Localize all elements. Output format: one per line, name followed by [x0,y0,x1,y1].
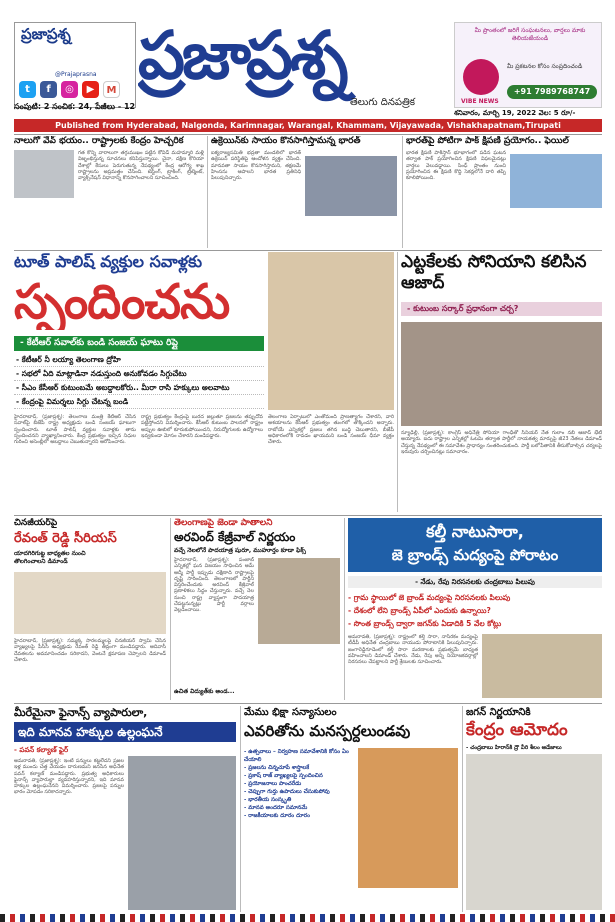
facebook-icon[interactable]: f [40,81,57,98]
story-revanth [14,518,166,700]
lead-bullet: - కేటీఆర్ నీ లయ్యా తెలంగాణ ద్రోహి [14,355,264,367]
kejriwal-footer: ఉచిత విద్యుత్‌కు అండ... [174,688,235,695]
story-jagan [466,706,602,912]
logo-box [14,22,136,108]
story-ukraine [211,136,399,248]
kejriwal-subhead: వచ్చే నెలలోనే పాదయాత్ర షురూ, ముహూర్తం కూడా ఫిక్స్ [174,547,306,554]
story-body: గత కొన్ని వారాలుగా తగ్గుముఖం పట్టిన కోవిడ్ మహమ్మారి మళ్లీ విజృంభిస్తున్న సూచనలు కనిపిస్తున్నాయి. చైనా, దక్షిణ కొరియా దేశాల్లో కేసులు పెరుగుతున్న నేపథ్యంలో కేంద్ర ఆరోగ్య శాఖ రాష్ట్రాలను అప్రమత్తం చేసింది. టెస్టింగ్, ట్రాకింగ్, ట్రీట్మెంట్, వ్యాక్సినేషన్ విధానాన్ని కొనసాగించాలని సూచించింది. [78,150,204,182]
pawan-headline: ఇది మానవ హక్కుల ఉల్లంఘనే [14,722,236,742]
vibe-logo-icon [463,59,499,95]
story-headline: ఉక్రెయిన్‌కు సాయం కొనసాగిస్తామన్న భారత్ [211,136,361,146]
tagline: తెలుగు దినపత్రిక [350,97,416,108]
story-headline: భారత్‌పై పోటీగా పాక్ క్షిపణి ప్రయోగం.. ఫెయిల్ [406,136,569,146]
pawan-body: అమరావతి, (ప్రజాప్రశ్న): ఇంటి పన్నులు కట్టలేదని ప్రజల ఇళ్ల ముందు చెత్త వేయడం దారుణమని జనసేన అధినేత పవన్ కల్యాణ్ మండిపడ్డారు. ప్రభుత్వ అధికారులు ఫైనాన్స్ వ్యాపారుల్లా వ్యవహరిస్తున్నారని, ఇది మానవ హక్కుల ఉల్లంఘనేనని విమర్శించారు. ప్రజలపై పన్నుల భారం మోపడం సరికాదన్నారు. [14,758,124,796]
revanth-headline: రేవంత్ రెడ్డి సీరియస్ [14,531,117,546]
liquor-bullet: - సొంత బ్రాండ్స్ ద్వారా జగన్‌కు ఏడాదికి 5 వేల కోట్లు [348,619,502,628]
story-photo [14,150,74,198]
revanth-body: హైదరాబాద్, (ప్రజాప్రశ్న): సమ్మక్క సారలమ్మలపై చినజీయర్ స్వామి చేసిన వ్యాఖ్యలపై పీసీసీ అధ్యక్షుడు రేవంత్ రెడ్డి తీవ్రంగా మండిపడ్డారు. ఆదివాసీ దేవతలను అవమానించడం సరికాదని, వెంటనే క్షమాపణ చెప్పాలని డిమాండ్ చేశారు. [14,638,166,663]
kejriwal-headline: అరవింద్ కేజ్రీవాల్ నిర్ణయం [174,530,296,544]
sanyasi-bullet: - ప్రయోజనాలు పాంచరేడు [244,781,302,787]
ad-text-2: మీ ప్రకటనల కోసం సంప్రదించండి [507,63,583,70]
liquor-headline-1: కల్తీ నాటుసారా, [426,522,524,541]
liquor-subhead: - నేడు, రేపు నిరసనలకు చంద్రబాబు పిలుపు [348,576,602,588]
sonia-photo [401,322,602,426]
lead-bullet: - కేంద్రంపై విమర్శలు సిగ్గు చేటన్న బండి [14,397,264,409]
lead-bullet: - సీఎం కేసీఆర్ కుటుంబమే అబద్దాలకోరు.. మీరా రాసి హక్కులు అలవాటు [14,383,264,395]
sanyasi-photo [358,748,458,888]
page-title: ప్రజాప్రశ్న [138,17,346,94]
story-photo [305,156,397,216]
sanyasi-bullet: - చెప్పుగా గుర్తు ఉపాదులు చేసుకుపోవు [244,789,330,795]
sanyasi-bullet: - ప్రజలను చిన్నచూపే శాస్త్రాలకే [244,765,310,771]
story-sanyasi [244,706,458,912]
jagan-photo [466,754,602,910]
sanyasi-kicker: మేము భిక్షా సన్యాసులం [244,707,337,718]
jagan-headline: కేంద్రం ఆమోదం [466,720,568,740]
instagram-icon[interactable]: ◎ [61,81,78,98]
liquor-header [348,518,602,572]
print-registration-marks [0,914,615,922]
sonia-headline: ఎట్టకేలకు సోనియాని కలిసిన ఆజాద్ [401,252,587,293]
gmail-icon[interactable]: M [103,81,120,98]
sanyasi-bullet: - ప్రకాష్ రాజ్ వ్యాఖ్యలపై స్పందించిన [244,773,323,779]
liquor-bullet: - దేశంలో లేని బ్రాండ్స్ ఏపీలో ఎందుకు ఉన్నాయి? [348,606,491,615]
lead-body: రాష్ట్ర ప్రభుత్వం కేంద్రంపై బురద జల్లుతూ ప్రజలను తప్పుదోవ పట్టిస్తోందని విమర్శించారు. కేసీఆర్ కుటుంబ పాలనలో రాష్ట్రం అప్పుల ఊబిలో కూరుకుపోయిందని, నిరుద్యోగులకు ఉద్యోగాలు ఇవ్వకుండా మోసం చేశారని మండిపడ్డారు. [141,414,263,439]
story-body: ఐక్యరాజ్యసమితి భద్రతా మండలిలో భారత్ ఉక్రెయిన్ పరిస్థితిపై ఆందోళన వ్యక్తం చేసింది. మానవతా సాయం కొనసాగిస్తామని, తక్షణమే హింసను ఆపాలని భారత ప్రతినిధి పిలుపునిచ్చారు. [211,150,301,182]
published-from-bar: Published from Hyderabad, Nalgonda, Karimnagar, Warangal, Khammam, Vijayawada, Vishakhapatnam,Tirupati [14,119,602,132]
youtube-icon[interactable]: ▶ [82,81,99,98]
sanyasi-bullet: - ఉత్సవాలు – నిర్వహణ సమావేశానికి కోసం ఏం చేయాలి [244,749,349,763]
pawan-photo [128,756,236,910]
revanth-kicker: చినజీయర్‌పై [14,518,58,528]
revanth-subhead: యాదగిరిగుట్ట బాధ్యతల నుంచి తొలగించాలని డిమాండ్ [14,550,86,565]
lead-subhead: - కేటీఆర్ సవాల్‌కు బండి సంజయ్ ఘాటు రిప్లై [14,336,264,351]
ad-text-1: మీ ప్రాంతంలో జరిగే సంఘటనలు, వార్తలు మాకు తెలియజేయండి [474,27,586,42]
story-liquor [348,518,602,700]
sonia-subhead: - కుటుంబ సర్కార్ ప్రధానంగా చర్చ? [401,302,602,316]
pawan-byline: - పవన్ కల్యాణ్ ఫైర్ [14,746,69,754]
revanth-photo [14,572,166,634]
lead-kicker: టూత్ పాలిష్ వ్యక్తుల సవాళ్లకు [14,252,202,271]
liquor-photo [482,634,602,698]
sanyasi-bullets [244,748,354,910]
sanyasi-bullet: - భారతీయ సంస్కృతి [244,797,292,803]
story-pak-missile [406,136,602,248]
logo-name: ప్రజాప్రశ్న [21,25,71,43]
jagan-subhead: - చంద్రబాబు హిరాన్‌కి ద్రౌ వీరి శీలం ఆడేజాలు [466,745,562,751]
sanyasi-bullet: - రాజకీయాలకు దూరం దూరం [244,813,310,819]
social-handle: @Prajaprasna [55,71,97,78]
twitter-icon[interactable]: t [19,81,36,98]
pawan-kicker: మీరేమైనా ఫైనాన్స్ వ్యాపారులా, [14,706,148,719]
story-headline: నాలుగో వేవ్ భయం.. రాష్ట్రాలకు కేంద్రం హెచ్చరిక [14,136,184,146]
story-covid [14,136,204,248]
story-pawan [14,706,236,912]
liquor-body: అమరావతి, (ప్రజాప్రశ్న): రాష్ట్రంలో కల్తీ సారా, నాసిరకం మద్యంపై టీడీపీ అధినేత చంద్రబాబు నాయుడు పోరాటానికి పిలుపునిచ్చారు. జంగారెడ్డిగూడెంలో కల్తీ సారా మరణాలకు ప్రభుత్వమే బాధ్యత వహించాలని డిమాండ్ చేశారు. నేడు, రేపు అన్ని నియోజకవర్గాల్లో నిరసనలు చేపట్టాలని పార్టీ శ్రేణులకు సూచించారు. [348,634,478,666]
kejriwal-body: హైదరాబాద్, (ప్రజాప్రశ్న): పంజాబ్ ఎన్నికల్లో ఘన విజయం సాధించిన ఆమ్ ఆద్మీ పార్టీ ఇప్పుడు దక్షిణాది రాష్ట్రాలపై దృష్టి సారించింది. తెలంగాణలో పార్టీని విస్తరించేందుకు అరవింద్ కేజ్రీవాల్ ప్రణాళికలు సిద్ధం చేస్తున్నారు. వచ్చే నెల నుంచి రాష్ట్ర వ్యాప్తంగా పాదయాత్ర చేపట్టనున్నట్లు పార్టీ వర్గాలు వెల్లడించాయి. [174,557,254,614]
masthead [0,0,615,118]
lead-photo [268,252,394,410]
sonia-body: న్యూఢిల్లీ, (ప్రజాప్రశ్న): కాంగ్రెస్ అధినేత్రి సోనియా గాంధీతో సీనియర్ నేత గులాం నబీ ఆజాద్ భేటీ అయ్యారు. ఐదు రాష్ట్రాల ఎన్నికల్లో ఓటమి తర్వాత పార్టీలో నాయకత్వ మార్పుపై జీ23 నేతలు డిమాండ్ చేస్తున్న నేపథ్యంలో ఈ సమావేశం ప్రాధాన్యం సంతరించుకుంది. పార్టీ బలోపేతానికి తీసుకోవాల్సిన చర్యలపై ఇరువురు చర్చించినట్లు సమాచారం. [401,430,602,455]
ad-box[interactable] [454,22,602,108]
kejriwal-photo [258,558,340,644]
sanyasi-bullet: - మానవ అందరూ సమానమే [244,805,308,811]
lead-body: హైదరాబాద్, (ప్రజాప్రశ్న): తెలంగాణ మంత్రి కేటీఆర్ చేసిన సవాల్‌పై బీజేపీ రాష్ట్ర అధ్యక్షుడు బండి సంజయ్ ఘాటుగా స్పందించారు. టూత్ పాలిష్ వ్యక్తుల సవాళ్లకు తాను స్పందించనని వ్యాఖ్యానించారు. కేంద్ర ప్రభుత్వం ఇచ్చిన నిధుల గురించి అసెంబ్లీలో అబద్దాలు చెబుతున్నారని ఆరోపించారు. [14,414,136,446]
ad-brand: VIBE NEWS [461,98,499,105]
liquor-bullet: - గ్రామ స్థాయిలో జె బ్రాండ్ మద్యంపై నిరసనలకు పిలుపు [348,593,511,602]
lead-story [14,252,394,512]
lead-bullet: - సభలో ఏది మాట్లాడినా నడుస్తుంది అనుకోవడం సిగ్గుచేటు [14,369,264,381]
story-kejriwal [174,518,340,700]
lead-headline: స్పందించను [14,274,230,330]
ad-phone[interactable]: +91 7989768747 [507,85,597,99]
liquor-headline-2: జె బ్రాండ్స్ మద్యంపై పోరాటం [391,546,559,564]
story-photo [510,154,602,208]
issue-line: సంపుటి: 2 సంచిక: 24, పేజీలు - 12 [14,102,136,111]
story-body: భారత క్షిపణి పాకిస్తాన్ భూభాగంలో పడిన ఘటన తర్వాత పాక్ ప్రయోగించిన క్షిపణి విఫలమైనట్లు వార్తలు వెలువడ్డాయి. సింధ్ ప్రాంతం నుంచి ప్రయోగించిన ఈ క్షిపణి కొద్ది సెకన్లలోనే దారి తప్పి కూలిపోయింది. [406,150,506,182]
sanyasi-headline: ఎవరితోను మనస్పర్దలుండవు [244,722,411,740]
lead-body: తెలంగాణ ఏర్పాటులో ఎంతోమంది ప్రాణత్యాగం చేశారని, వారి ఆశయాలను కేసీఆర్ ప్రభుత్వం తుంగలో తొక్కిందని అన్నారు. రాబోయే ఎన్నికల్లో ప్రజలు తగిన బుద్ధి చెబుతారని, బీజేపీ అధికారంలోకి రావడం ఖాయమని బండి సంజయ్ ధీమా వ్యక్తం చేశారు. [268,414,394,446]
date-line: శనివారం, మార్చి 19, 2022 వెల: 5 రూ/- [454,109,576,117]
kejriwal-kicker: తెలంగాణపై జెండా పాతాలని [174,518,273,528]
story-sonia [401,252,602,512]
jagan-kicker: జగన్ నిర్ణయానికి [466,707,531,718]
